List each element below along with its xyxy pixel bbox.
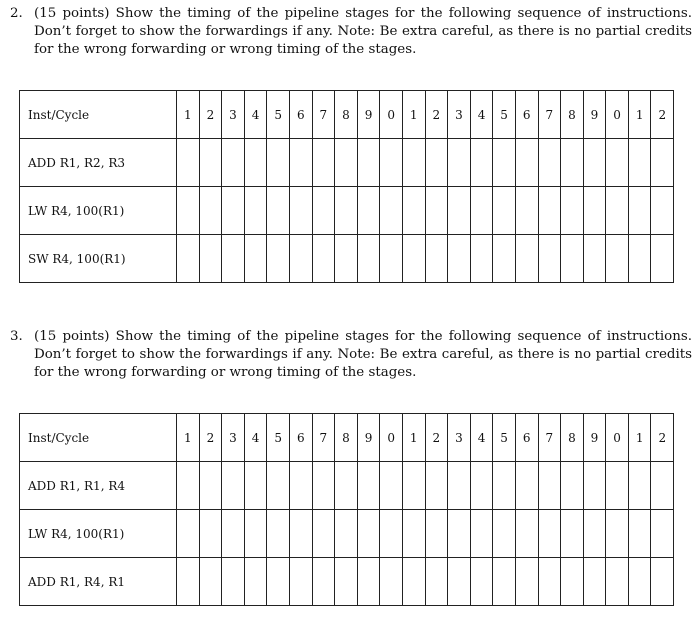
problem-text: (15 points) Show the timing of the pipeline stages for the following sequence of instructions. Don’t forget to show the forwardings if any. Note: Be extra careful, as there is no partial credits for the wrong forwarding or wrong timing of the stages. — [34, 6, 692, 57]
stage-cell[interactable] — [628, 139, 651, 187]
stage-cell[interactable] — [651, 558, 674, 606]
cycle-number: 6 — [289, 414, 312, 462]
stage-cell[interactable] — [470, 510, 493, 558]
stage-cell[interactable] — [470, 462, 493, 510]
stage-cell[interactable] — [380, 235, 403, 283]
stage-cell[interactable] — [222, 462, 245, 510]
stage-cell[interactable] — [312, 462, 335, 510]
cycle-number: 5 — [267, 414, 290, 462]
stage-cell[interactable] — [199, 235, 222, 283]
stage-cell[interactable] — [267, 462, 290, 510]
cycle-number: 0 — [380, 91, 403, 139]
stage-cell[interactable] — [222, 235, 245, 283]
cycle-number: 2 — [425, 91, 448, 139]
stage-cell[interactable] — [177, 139, 200, 187]
cycle-number: 6 — [289, 91, 312, 139]
cycle-number: 9 — [357, 414, 380, 462]
stage-cell[interactable] — [515, 235, 538, 283]
stage-cell[interactable] — [380, 558, 403, 606]
cycle-number: 0 — [606, 414, 629, 462]
pipeline-table — [19, 90, 674, 283]
stage-cell[interactable] — [561, 139, 584, 187]
instruction-label: LW R4, 100(R1) — [20, 187, 177, 235]
stage-cell[interactable] — [244, 187, 267, 235]
stage-cell[interactable] — [515, 510, 538, 558]
stage-cell[interactable] — [380, 187, 403, 235]
cycle-number: 1 — [402, 414, 425, 462]
stage-cell[interactable] — [335, 558, 358, 606]
pipeline-table — [19, 413, 674, 606]
stage-cell[interactable] — [493, 139, 516, 187]
cycle-number: 4 — [244, 91, 267, 139]
stage-cell[interactable] — [267, 139, 290, 187]
stage-cell[interactable] — [402, 235, 425, 283]
header-row — [20, 91, 674, 139]
instruction-label: LW R4, 100(R1) — [20, 510, 177, 558]
cycle-number: 9 — [583, 414, 606, 462]
cycle-number: 8 — [561, 91, 584, 139]
instruction-label: ADD R1, R4, R1 — [20, 558, 177, 606]
stage-cell[interactable] — [222, 139, 245, 187]
cycle-number: 6 — [515, 91, 538, 139]
stage-cell[interactable] — [289, 139, 312, 187]
cycle-number: 4 — [244, 414, 267, 462]
cycle-number: 2 — [651, 414, 674, 462]
cycle-number: 8 — [561, 414, 584, 462]
cycle-number: 2 — [425, 414, 448, 462]
cycle-number: 3 — [448, 91, 471, 139]
stage-cell[interactable] — [222, 558, 245, 606]
stage-cell[interactable] — [561, 558, 584, 606]
stage-cell[interactable] — [267, 558, 290, 606]
stage-cell[interactable] — [289, 558, 312, 606]
cycle-number: 2 — [651, 91, 674, 139]
stage-cell[interactable] — [538, 235, 561, 283]
stage-cell[interactable] — [380, 462, 403, 510]
problem-3 — [10, 328, 692, 382]
stage-cell[interactable] — [177, 462, 200, 510]
stage-cell[interactable] — [606, 235, 629, 283]
stage-cell[interactable] — [380, 139, 403, 187]
cycle-number: 4 — [470, 414, 493, 462]
stage-cell[interactable] — [244, 139, 267, 187]
stage-cell[interactable] — [583, 235, 606, 283]
stage-cell[interactable] — [538, 558, 561, 606]
stage-cell[interactable] — [289, 510, 312, 558]
stage-cell[interactable] — [357, 235, 380, 283]
stage-cell[interactable] — [402, 510, 425, 558]
cycle-number: 6 — [515, 414, 538, 462]
inst-cycle-header: Inst/Cycle — [20, 414, 177, 462]
stage-cell[interactable] — [177, 235, 200, 283]
stage-cell[interactable] — [651, 187, 674, 235]
stage-cell[interactable] — [470, 558, 493, 606]
stage-cell[interactable] — [199, 139, 222, 187]
stage-cell[interactable] — [493, 235, 516, 283]
instruction-label: ADD R1, R1, R4 — [20, 462, 177, 510]
cycle-number: 7 — [312, 414, 335, 462]
stage-cell[interactable] — [177, 187, 200, 235]
stage-cell[interactable] — [470, 235, 493, 283]
stage-cell[interactable] — [515, 139, 538, 187]
stage-cell[interactable] — [628, 187, 651, 235]
cycle-number: 1 — [177, 414, 200, 462]
stage-cell[interactable] — [425, 558, 448, 606]
cycle-number: 3 — [448, 414, 471, 462]
cycle-number: 9 — [583, 91, 606, 139]
stage-cell[interactable] — [470, 187, 493, 235]
cycle-number: 1 — [402, 91, 425, 139]
stage-cell[interactable] — [244, 235, 267, 283]
stage-cell[interactable] — [561, 235, 584, 283]
cycle-number: 1 — [628, 91, 651, 139]
stage-cell[interactable] — [312, 235, 335, 283]
stage-cell[interactable] — [493, 510, 516, 558]
stage-cell[interactable] — [448, 235, 471, 283]
stage-cell[interactable] — [448, 187, 471, 235]
stage-cell[interactable] — [177, 558, 200, 606]
stage-cell[interactable] — [515, 187, 538, 235]
problem-number: 3. — [10, 329, 23, 344]
cycle-number: 7 — [538, 91, 561, 139]
stage-cell[interactable] — [651, 235, 674, 283]
stage-cell[interactable] — [312, 139, 335, 187]
stage-cell[interactable] — [606, 462, 629, 510]
stage-cell[interactable] — [244, 558, 267, 606]
stage-cell[interactable] — [583, 558, 606, 606]
stage-cell[interactable] — [651, 139, 674, 187]
stage-cell[interactable] — [244, 462, 267, 510]
stage-cell[interactable] — [289, 462, 312, 510]
stage-cell[interactable] — [425, 235, 448, 283]
cycle-number: 9 — [357, 91, 380, 139]
instruction-row — [20, 235, 674, 283]
stage-cell[interactable] — [222, 510, 245, 558]
instruction-row — [20, 187, 674, 235]
problem-2 — [10, 5, 692, 59]
stage-cell[interactable] — [357, 139, 380, 187]
problem-text: (15 points) Show the timing of the pipeline stages for the following sequence of instructions. Don’t forget to show the forwardings if any. Note: Be extra careful, as there is no partial credits for the wrong forwarding or wrong timing of the stages. — [34, 329, 692, 380]
stage-cell[interactable] — [335, 139, 358, 187]
stage-cell[interactable] — [312, 510, 335, 558]
stage-cell[interactable] — [493, 558, 516, 606]
instruction-label: ADD R1, R2, R3 — [20, 139, 177, 187]
stage-cell[interactable] — [289, 235, 312, 283]
stage-cell[interactable] — [267, 187, 290, 235]
stage-cell[interactable] — [425, 187, 448, 235]
stage-cell[interactable] — [628, 462, 651, 510]
stage-cell[interactable] — [312, 187, 335, 235]
stage-cell[interactable] — [402, 187, 425, 235]
cycle-number: 1 — [177, 91, 200, 139]
stage-cell[interactable] — [199, 510, 222, 558]
stage-cell[interactable] — [335, 510, 358, 558]
stage-cell[interactable] — [538, 462, 561, 510]
stage-cell[interactable] — [448, 558, 471, 606]
stage-cell[interactable] — [448, 510, 471, 558]
instruction-row — [20, 139, 674, 187]
cycle-number: 1 — [628, 414, 651, 462]
stage-cell[interactable] — [606, 187, 629, 235]
cycle-number: 3 — [222, 414, 245, 462]
stage-cell[interactable] — [267, 235, 290, 283]
stage-cell[interactable] — [335, 462, 358, 510]
stage-cell[interactable] — [425, 139, 448, 187]
stage-cell[interactable] — [538, 510, 561, 558]
stage-cell[interactable] — [222, 187, 245, 235]
stage-cell[interactable] — [561, 462, 584, 510]
cycle-number: 8 — [335, 414, 358, 462]
stage-cell[interactable] — [448, 462, 471, 510]
stage-cell[interactable] — [335, 187, 358, 235]
stage-cell[interactable] — [380, 510, 403, 558]
stage-cell[interactable] — [357, 558, 380, 606]
stage-cell[interactable] — [493, 462, 516, 510]
cycle-number: 8 — [335, 91, 358, 139]
cycle-number: 0 — [380, 414, 403, 462]
stage-cell[interactable] — [312, 558, 335, 606]
stage-cell[interactable] — [470, 139, 493, 187]
stage-cell[interactable] — [628, 510, 651, 558]
cycle-number: 4 — [470, 91, 493, 139]
stage-cell[interactable] — [538, 139, 561, 187]
cycle-number: 5 — [267, 91, 290, 139]
stage-cell[interactable] — [357, 187, 380, 235]
stage-cell[interactable] — [335, 235, 358, 283]
cycle-number: 7 — [312, 91, 335, 139]
stage-cell[interactable] — [199, 187, 222, 235]
stage-cell[interactable] — [515, 558, 538, 606]
stage-cell[interactable] — [267, 510, 290, 558]
cycle-number: 2 — [199, 91, 222, 139]
header-row — [20, 414, 674, 462]
cycle-number: 5 — [493, 91, 516, 139]
stage-cell[interactable] — [199, 462, 222, 510]
stage-cell[interactable] — [402, 462, 425, 510]
stage-cell[interactable] — [583, 462, 606, 510]
cycle-number: 2 — [199, 414, 222, 462]
cycle-number: 0 — [606, 91, 629, 139]
stage-cell[interactable] — [357, 510, 380, 558]
stage-cell[interactable] — [493, 187, 516, 235]
cycle-number: 5 — [493, 414, 516, 462]
stage-cell[interactable] — [628, 558, 651, 606]
stage-cell[interactable] — [583, 187, 606, 235]
stage-cell[interactable] — [448, 139, 471, 187]
stage-cell[interactable] — [402, 139, 425, 187]
instruction-row — [20, 510, 674, 558]
stage-cell[interactable] — [606, 510, 629, 558]
stage-cell[interactable] — [583, 139, 606, 187]
stage-cell[interactable] — [606, 558, 629, 606]
stage-cell[interactable] — [628, 235, 651, 283]
stage-cell[interactable] — [583, 510, 606, 558]
stage-cell[interactable] — [357, 462, 380, 510]
stage-cell[interactable] — [425, 462, 448, 510]
stage-cell[interactable] — [561, 510, 584, 558]
instruction-label: SW R4, 100(R1) — [20, 235, 177, 283]
stage-cell[interactable] — [651, 510, 674, 558]
inst-cycle-header: Inst/Cycle — [20, 91, 177, 139]
stage-cell[interactable] — [199, 558, 222, 606]
cycle-number: 7 — [538, 414, 561, 462]
stage-cell[interactable] — [402, 558, 425, 606]
stage-cell[interactable] — [561, 187, 584, 235]
problem-number: 2. — [10, 6, 23, 21]
stage-cell[interactable] — [425, 510, 448, 558]
stage-cell[interactable] — [244, 510, 267, 558]
stage-cell[interactable] — [515, 462, 538, 510]
cycle-number: 3 — [222, 91, 245, 139]
stage-cell[interactable] — [177, 510, 200, 558]
stage-cell[interactable] — [606, 139, 629, 187]
stage-cell[interactable] — [289, 187, 312, 235]
stage-cell[interactable] — [651, 462, 674, 510]
stage-cell[interactable] — [538, 187, 561, 235]
instruction-row — [20, 462, 674, 510]
instruction-row — [20, 558, 674, 606]
